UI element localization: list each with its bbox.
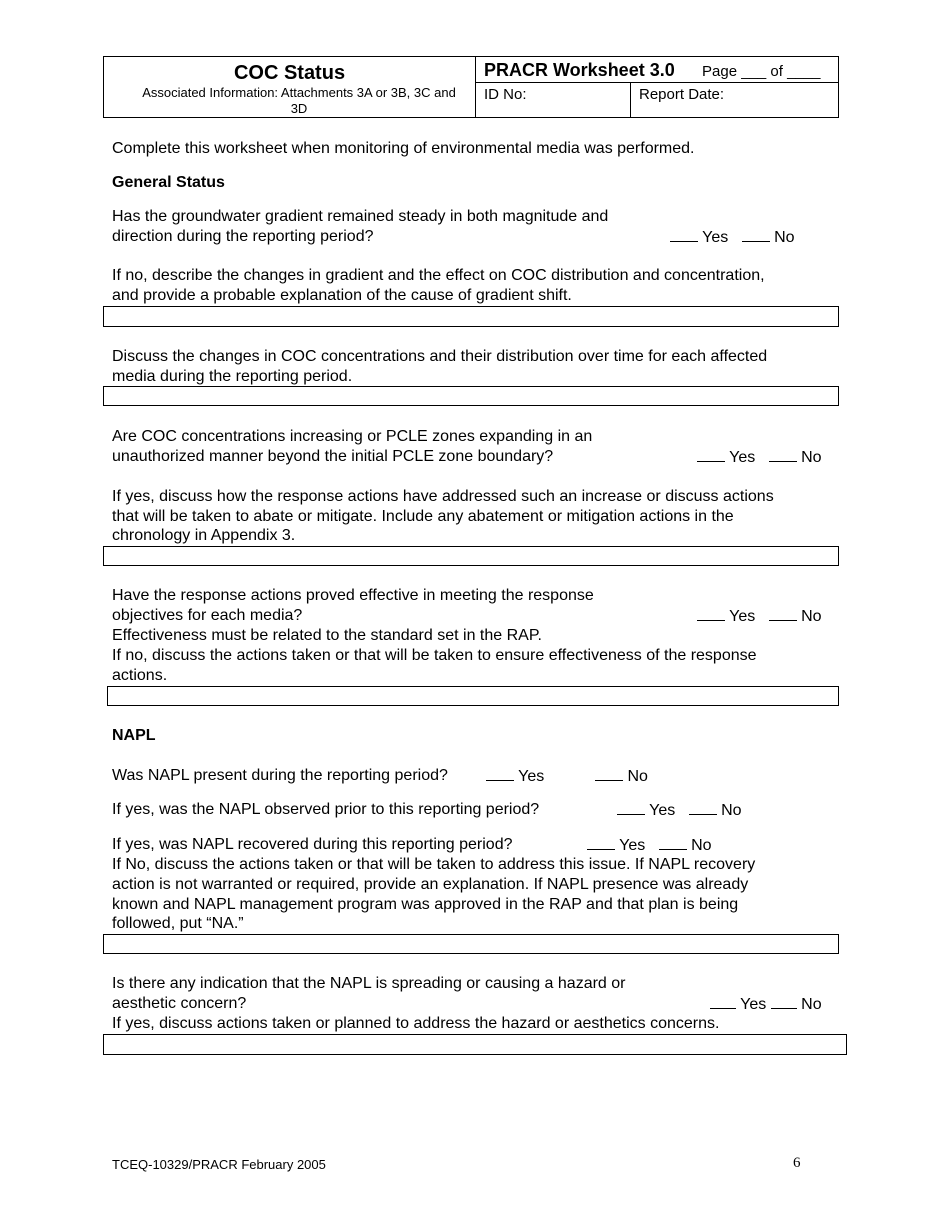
- report-date-label: Report Date:: [639, 86, 725, 103]
- gradient-question-line1: Has the groundwater gradient remained steady in both magnitude and: [112, 208, 609, 225]
- napl-recovered-followup-line1: If No, discuss the actions taken or that will be taken to address this issue. If NAPL recovery: [112, 856, 756, 873]
- no-label: No: [801, 608, 822, 625]
- gradient-followup-line1: If no, describe the changes in gradient and the effect on COC distribution and concentration,: [112, 267, 765, 284]
- form-id-footer: TCEQ-10329/PRACR February 2005: [112, 1157, 326, 1172]
- napl-heading: NAPL: [112, 727, 156, 744]
- no-label: No: [691, 837, 712, 854]
- worksheet-header: [103, 56, 839, 118]
- effective-yes-no: [697, 606, 822, 627]
- gradient-no-blank[interactable]: [742, 227, 770, 242]
- worksheet-title-cell: [476, 57, 838, 83]
- page-number: 6: [793, 1155, 801, 1171]
- napl-present-yes-blank[interactable]: [486, 766, 514, 781]
- napl-present-yes-no: [486, 766, 544, 787]
- napl-spreading-yes-no: [710, 994, 822, 1015]
- yes-label: Yes: [740, 996, 767, 1013]
- pcle-yes-no: [697, 447, 822, 468]
- napl-present-question: Was NAPL present during the reporting period?: [112, 767, 448, 784]
- yes-label: Yes: [649, 802, 676, 819]
- header-title-cell: [104, 57, 476, 117]
- yes-label: Yes: [619, 837, 646, 854]
- yes-label: Yes: [518, 768, 545, 785]
- napl-present-no: [595, 766, 648, 787]
- effective-question-line1: Have the response actions proved effective in meeting the response: [112, 587, 594, 604]
- gradient-yes-blank[interactable]: [670, 227, 698, 242]
- effective-answer-box[interactable]: [107, 686, 839, 706]
- coc-changes-line2: media during the reporting period.: [112, 368, 353, 385]
- yes-label: Yes: [702, 229, 729, 246]
- no-label: No: [721, 802, 742, 819]
- worksheet-title: PRACR Worksheet 3.0: [484, 60, 675, 80]
- napl-spreading-yes-blank[interactable]: [710, 994, 736, 1009]
- no-label: No: [627, 768, 648, 785]
- effective-question-line5: actions.: [112, 667, 168, 684]
- napl-prior-yes-blank[interactable]: [617, 800, 645, 815]
- yes-label: Yes: [729, 449, 756, 466]
- gradient-yes-no: [670, 227, 795, 248]
- pcle-followup-line1: If yes, discuss how the response actions have addressed such an increase or discuss actions: [112, 488, 774, 505]
- napl-recovered-no-blank[interactable]: [659, 835, 687, 850]
- effective-yes-blank[interactable]: [697, 606, 725, 621]
- napl-prior-yes-no: [617, 800, 742, 821]
- gradient-answer-box[interactable]: [103, 306, 839, 327]
- pcle-answer-box[interactable]: [103, 546, 839, 566]
- napl-recovered-question: If yes, was NAPL recovered during this reporting period?: [112, 836, 513, 853]
- page-count-field[interactable]: Page ___ of ____: [702, 63, 821, 80]
- napl-recovered-followup-line2: action is not warranted or required, provide an explanation. If NAPL presence was already: [112, 876, 749, 893]
- napl-spreading-line2: aesthetic concern?: [112, 995, 247, 1012]
- napl-recovered-followup-line4: followed, put “NA.”: [112, 915, 244, 932]
- no-label: No: [801, 449, 822, 466]
- gradient-question-line2: direction during the reporting period?: [112, 228, 374, 245]
- general-status-heading: General Status: [112, 174, 225, 191]
- pcle-no-blank[interactable]: [769, 447, 797, 462]
- coc-changes-answer-box[interactable]: [103, 386, 839, 406]
- report-date-field[interactable]: [631, 83, 838, 117]
- coc-changes-line1: Discuss the changes in COC concentrations and their distribution over time for each affected: [112, 348, 768, 365]
- effective-question-line4: If no, discuss the actions taken or that will be taken to ensure effectiveness of the response: [112, 647, 757, 664]
- pcle-followup-line3: chronology in Appendix 3.: [112, 527, 296, 544]
- napl-spreading-line3: If yes, discuss actions taken or planned to address the hazard or aesthetics concerns.: [112, 1015, 720, 1032]
- gradient-followup-line2: and provide a probable explanation of the cause of gradient shift.: [112, 287, 572, 304]
- id-number-field[interactable]: [476, 83, 631, 117]
- effective-question-line3: Effectiveness must be related to the standard set in the RAP.: [112, 627, 542, 644]
- napl-spreading-answer-box[interactable]: [103, 1034, 847, 1055]
- id-number-label: ID No:: [484, 86, 527, 103]
- page-title: COC Status: [233, 62, 346, 84]
- napl-recovered-yes-no: [587, 835, 712, 856]
- pcle-question-line1: Are COC concentrations increasing or PCLE zones expanding in an: [112, 428, 593, 445]
- napl-recovered-answer-box[interactable]: [103, 934, 839, 954]
- intro-text: Complete this worksheet when monitoring of environmental media was performed.: [112, 140, 695, 157]
- pcle-yes-blank[interactable]: [697, 447, 725, 462]
- effective-question-line2: objectives for each media?: [112, 607, 303, 624]
- no-label: No: [801, 996, 822, 1013]
- no-label: No: [774, 229, 795, 246]
- napl-spreading-line1: Is there any indication that the NAPL is spreading or causing a hazard or: [112, 975, 626, 992]
- effective-no-blank[interactable]: [769, 606, 797, 621]
- yes-label: Yes: [729, 608, 756, 625]
- napl-prior-question: If yes, was the NAPL observed prior to this reporting period?: [112, 801, 540, 818]
- header-subtitle: Associated Information: Attachments 3A or 3B, 3C and 3D: [142, 85, 456, 116]
- napl-recovered-followup-line3: known and NAPL management program was approved in the RAP and that plan is being: [112, 896, 739, 913]
- napl-spreading-no-blank[interactable]: [771, 994, 797, 1009]
- napl-present-no-blank[interactable]: [595, 766, 623, 781]
- pcle-followup-line2: that will be taken to abate or mitigate. Include any abatement or mitigation actions in the: [112, 508, 734, 525]
- napl-recovered-yes-blank[interactable]: [587, 835, 615, 850]
- napl-prior-no-blank[interactable]: [689, 800, 717, 815]
- pcle-question-line2: unauthorized manner beyond the initial PCLE zone boundary?: [112, 448, 554, 465]
